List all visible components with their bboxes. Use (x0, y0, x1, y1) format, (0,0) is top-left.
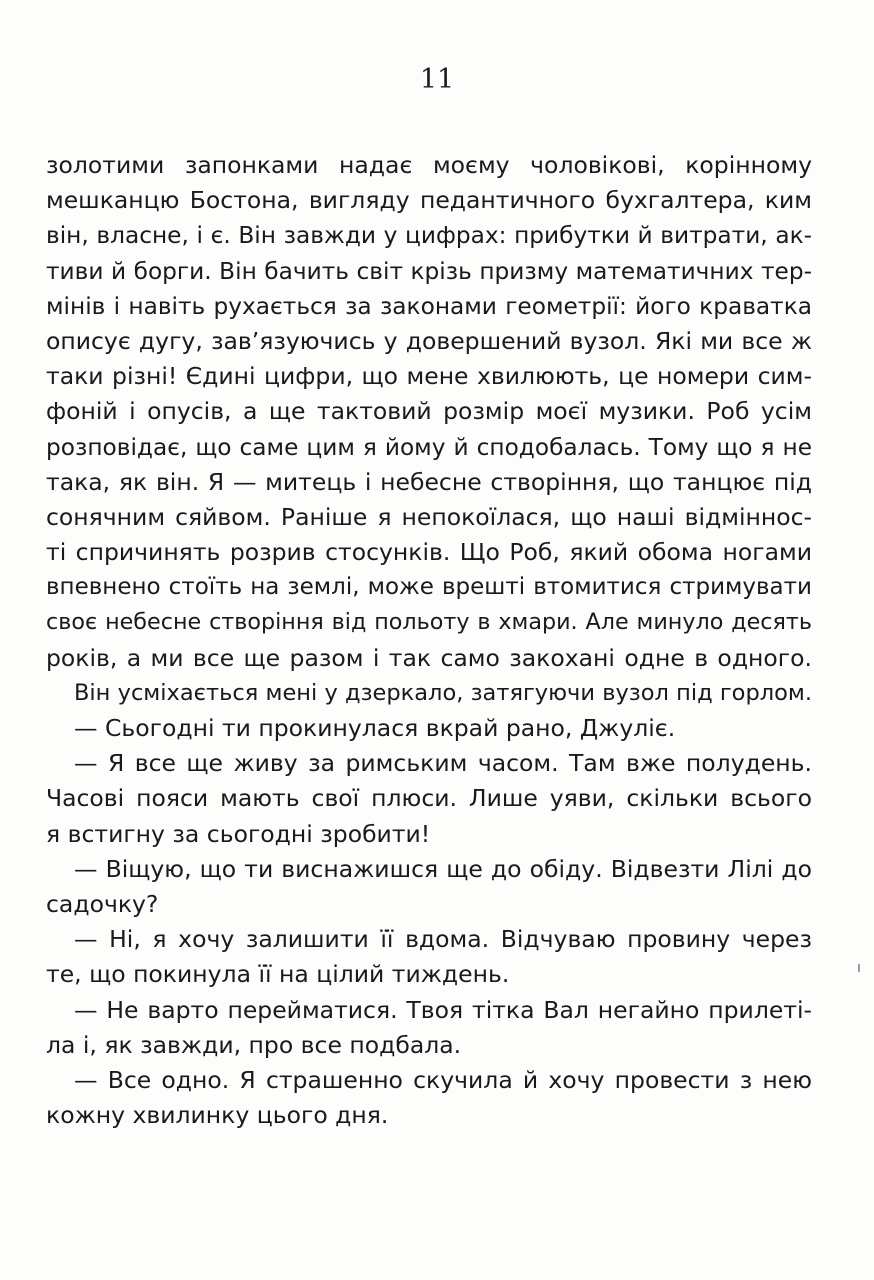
text-line: фоній і опусів, а ще тактовий розмір моєї музики. Роб усім (46, 397, 812, 426)
scan-artifact-mark (858, 964, 860, 972)
text-line: мінів і навіть рухається за законами геометрії: його краватка (46, 292, 812, 320)
text-line: — Не варто перейматися. Твоя тітка Вал негайно прилеті- (74, 995, 812, 1024)
text-line: Часові пояси мають свої плюси. Лише уяви, скільки всього (46, 784, 812, 813)
body-text (46, 148, 812, 1133)
page-number: 11 (419, 64, 455, 95)
text-line: садочку? (46, 889, 159, 918)
text-line: своє небесне створіння від польоту в хмари. Але минуло десять (46, 609, 812, 636)
text-line: таки різні! Єдині цифри, що мене хвилюють, це номери сим- (46, 362, 812, 391)
text-line: — Ні, я хочу залишити її вдома. Відчуваю провину через (74, 925, 812, 954)
text-line: — Сьогодні ти прокинулася вкрай рано, Джуліє. (74, 714, 676, 742)
text-line: впевнено стоїть на землі, може врешті втомитися стримувати (46, 574, 812, 601)
text-line: Він усміхається мені у дзеркало, затягуючи вузол під горлом. (74, 679, 812, 706)
text-line: те, що покинула її на цілий тиждень. (46, 960, 510, 989)
text-line: — Я все ще живу за римським часом. Там вже полудень. (74, 749, 812, 778)
text-line: ла і, як завжди, про все подбала. (46, 1030, 462, 1059)
text-line: років, а ми все ще разом і так само закохані одне в одного. (46, 643, 812, 672)
text-line: сонячним сяйвом. Раніше я непокоїлася, що наші відміннос- (46, 502, 812, 531)
text-line: розповідає, що саме цим я йому й сподобалась. Тому що я не (46, 433, 812, 461)
text-line: — Все одно. Я страшенно скучила й хочу провести з нею (74, 1065, 812, 1094)
text-line: я встигну за сьогодні зробити! (46, 819, 431, 848)
text-line: золотими запонками надає моєму чоловікові, корінному (46, 151, 812, 179)
text-line: така, як він. Я — митець і небесне створіння, що танцює під (46, 467, 812, 496)
text-line: — Віщую, що ти виснажишся ще до обіду. Відвезти Лілі до (74, 854, 812, 883)
text-line: описує дугу, зав’язуючись у довершений вузол. Які ми все ж (46, 326, 812, 355)
text-line: він, власне, і є. Він завжди у цифрах: прибутки й витрати, ак- (46, 222, 812, 250)
text-line: тиви й борги. Він бачить світ крізь призму математичних тер- (46, 257, 812, 285)
text-line: кожну хвилинку цього дня. (46, 1101, 389, 1130)
text-line: мешканцю Бостона, вигляду педантичного бухгалтера, ким (46, 186, 812, 215)
text-line: ті спричинять розрив стосунків. Що Роб, який обома ногами (46, 538, 812, 567)
